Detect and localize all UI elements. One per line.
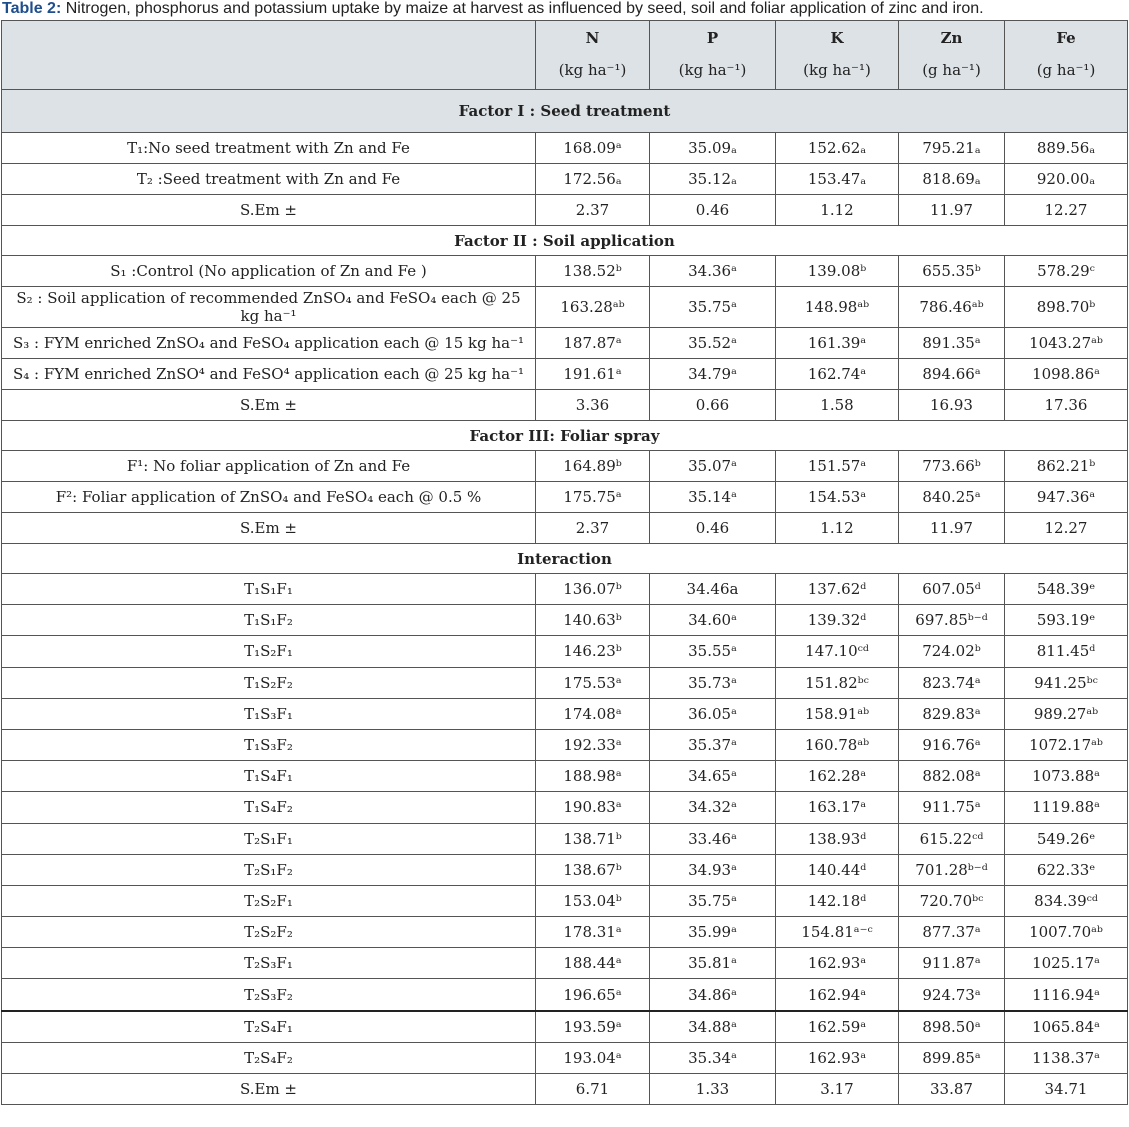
value-cell: 1072.17ᵃᵇ: [1005, 729, 1128, 760]
row-label: T₁S₁F₁: [2, 574, 536, 605]
row-label: T₁S₄F₂: [2, 792, 536, 823]
value-cell: 924.73ᵃ: [899, 979, 1005, 1011]
caption-label: Table 2:: [2, 0, 62, 17]
table-row: [2, 854, 1128, 885]
value-cell: 655.35ᵇ: [899, 256, 1005, 287]
section-interaction: Interaction: [2, 544, 1128, 574]
value-cell: 882.08ᵃ: [899, 761, 1005, 792]
value-cell: 35.07ᵃ: [650, 451, 776, 482]
row-label: T₂S₄F₁: [2, 1011, 536, 1043]
value-cell: 168.09ᵃ: [536, 133, 650, 164]
row-label: T₂S₄F₂: [2, 1042, 536, 1073]
row-label: S₂ : Soil application of recommended ZnSO₄ and FeSO₄ each @ 25 kg ha⁻¹: [2, 287, 536, 328]
value-cell: 158.91ᵃᵇ: [776, 698, 899, 729]
table-row: [2, 1011, 1128, 1043]
value-cell: 154.53ᵃ: [776, 482, 899, 513]
value-cell: 162.93ᵃ: [776, 948, 899, 979]
value-cell: 891.35ᵃ: [899, 328, 1005, 359]
table-row: [2, 979, 1128, 1011]
table-row: [2, 482, 1128, 513]
uptake-table: [1, 20, 1128, 1105]
table-caption: [2, 0, 1127, 20]
value-cell: 163.28ᵃᵇ: [536, 287, 650, 328]
table-row: [2, 1042, 1128, 1073]
value-cell: 6.71: [536, 1074, 650, 1105]
value-cell: 140.44ᵈ: [776, 854, 899, 885]
value-cell: 0.46: [650, 195, 776, 226]
value-cell: 140.63ᵇ: [536, 605, 650, 636]
value-cell: 899.85ᵃ: [899, 1042, 1005, 1073]
value-cell: 818.69ₐ: [899, 164, 1005, 195]
section-seed: Factor I : Seed treatment: [2, 90, 1128, 133]
table-row: [2, 513, 1128, 544]
table-row: [2, 287, 1128, 328]
table-row: [2, 917, 1128, 948]
value-cell: 174.08ᵃ: [536, 698, 650, 729]
header-blank: [2, 21, 536, 90]
table-row: [2, 1074, 1128, 1105]
value-cell: 191.61ᵃ: [536, 359, 650, 390]
value-cell: 138.93ᵈ: [776, 823, 899, 854]
row-label: T₁S₄F₁: [2, 761, 536, 792]
row-label: S.Em ±: [2, 1074, 536, 1105]
value-cell: 162.93ᵃ: [776, 1042, 899, 1073]
row-label: S₄ : FYM enriched ZnSO⁴ and FeSO⁴ application each @ 25 kg ha⁻¹: [2, 359, 536, 390]
table-row: [2, 667, 1128, 698]
value-cell: 138.71ᵇ: [536, 823, 650, 854]
section-foliar: Factor III: Foliar spray: [2, 421, 1128, 451]
value-cell: 36.05ᵃ: [650, 698, 776, 729]
table-row: [2, 256, 1128, 287]
value-cell: 142.18ᵈ: [776, 885, 899, 916]
value-cell: 193.59ᵃ: [536, 1011, 650, 1043]
header-k: K (kg ha⁻¹): [776, 21, 899, 90]
value-cell: 3.36: [536, 390, 650, 421]
value-cell: 17.36: [1005, 390, 1128, 421]
value-cell: 164.89ᵇ: [536, 451, 650, 482]
value-cell: 139.32ᵈ: [776, 605, 899, 636]
value-cell: 35.99ᵃ: [650, 917, 776, 948]
value-cell: 172.56ₐ: [536, 164, 650, 195]
row-label: S₁ :Control (No application of Zn and Fe ): [2, 256, 536, 287]
row-label: F²: Foliar application of ZnSO₄ and FeSO₄ each @ 0.5 %: [2, 482, 536, 513]
value-cell: 11.97: [899, 195, 1005, 226]
table-row: [2, 390, 1128, 421]
value-cell: 162.59ᵃ: [776, 1011, 899, 1043]
value-cell: 35.14ᵃ: [650, 482, 776, 513]
value-cell: 196.65ᵃ: [536, 979, 650, 1011]
value-cell: 34.60ᵃ: [650, 605, 776, 636]
value-cell: 1098.86ᵃ: [1005, 359, 1128, 390]
value-cell: 916.76ᵃ: [899, 729, 1005, 760]
value-cell: 153.04ᵇ: [536, 885, 650, 916]
table-row: [2, 359, 1128, 390]
value-cell: 1007.70ᵃᵇ: [1005, 917, 1128, 948]
value-cell: 911.75ᵃ: [899, 792, 1005, 823]
value-cell: 175.75ᵃ: [536, 482, 650, 513]
row-label: T₁S₂F₂: [2, 667, 536, 698]
row-label: T₁S₁F₂: [2, 605, 536, 636]
value-cell: 0.46: [650, 513, 776, 544]
value-cell: 989.27ᵃᵇ: [1005, 698, 1128, 729]
value-cell: 34.86ᵃ: [650, 979, 776, 1011]
value-cell: 152.62ₐ: [776, 133, 899, 164]
row-label: T₂S₃F₂: [2, 979, 536, 1011]
header-n: N (kg ha⁻¹): [536, 21, 650, 90]
value-cell: 829.83ᵃ: [899, 698, 1005, 729]
value-cell: 34.65ᵃ: [650, 761, 776, 792]
value-cell: 153.47ₐ: [776, 164, 899, 195]
value-cell: 1116.94ᵃ: [1005, 979, 1128, 1011]
value-cell: 35.12ₐ: [650, 164, 776, 195]
header-fe: Fe (g ha⁻¹): [1005, 21, 1128, 90]
value-cell: 724.02ᵇ: [899, 636, 1005, 667]
value-cell: 840.25ᵃ: [899, 482, 1005, 513]
value-cell: 11.97: [899, 513, 1005, 544]
value-cell: 1073.88ᵃ: [1005, 761, 1128, 792]
value-cell: 178.31ᵃ: [536, 917, 650, 948]
row-label: T₂S₂F₂: [2, 917, 536, 948]
value-cell: 720.70ᵇᶜ: [899, 885, 1005, 916]
caption-text: Nitrogen, phosphorus and potassium uptake by maize at harvest as influenced by seed, soil and foliar application of zinc and iron.: [65, 0, 984, 17]
value-cell: 898.50ᵃ: [899, 1011, 1005, 1043]
value-cell: 147.10ᶜᵈ: [776, 636, 899, 667]
value-cell: 1025.17ᵃ: [1005, 948, 1128, 979]
value-cell: 33.87: [899, 1074, 1005, 1105]
table-row: [2, 328, 1128, 359]
value-cell: 607.05ᵈ: [899, 574, 1005, 605]
row-label: T₂S₁F₁: [2, 823, 536, 854]
value-cell: 811.45ᵈ: [1005, 636, 1128, 667]
value-cell: 162.28ᵃ: [776, 761, 899, 792]
value-cell: 1.12: [776, 195, 899, 226]
header-zn: Zn (g ha⁻¹): [899, 21, 1005, 90]
value-cell: 1.33: [650, 1074, 776, 1105]
value-cell: 163.17ᵃ: [776, 792, 899, 823]
value-cell: 35.73ᵃ: [650, 667, 776, 698]
row-label: F¹: No foliar application of Zn and Fe: [2, 451, 536, 482]
value-cell: 138.52ᵇ: [536, 256, 650, 287]
value-cell: 34.93ᵃ: [650, 854, 776, 885]
value-cell: 34.36ᵃ: [650, 256, 776, 287]
value-cell: 3.17: [776, 1074, 899, 1105]
value-cell: 137.62ᵈ: [776, 574, 899, 605]
value-cell: 12.27: [1005, 513, 1128, 544]
value-cell: 549.26ᵉ: [1005, 823, 1128, 854]
value-cell: 947.36ᵃ: [1005, 482, 1128, 513]
value-cell: 139.08ᵇ: [776, 256, 899, 287]
value-cell: 192.33ᵃ: [536, 729, 650, 760]
value-cell: 622.33ᵉ: [1005, 854, 1128, 885]
table-row: [2, 164, 1128, 195]
row-label: S.Em ±: [2, 390, 536, 421]
value-cell: 151.82ᵇᶜ: [776, 667, 899, 698]
value-cell: 795.21ₐ: [899, 133, 1005, 164]
table-row: [2, 195, 1128, 226]
value-cell: 148.98ᵃᵇ: [776, 287, 899, 328]
row-label: T₁S₃F₁: [2, 698, 536, 729]
value-cell: 34.46a: [650, 574, 776, 605]
value-cell: 941.25ᵇᶜ: [1005, 667, 1128, 698]
value-cell: 34.32ᵃ: [650, 792, 776, 823]
value-cell: 1.58: [776, 390, 899, 421]
table-row: [2, 574, 1128, 605]
row-label: T₁:No seed treatment with Zn and Fe: [2, 133, 536, 164]
value-cell: 154.81ᵃ⁻ᶜ: [776, 917, 899, 948]
value-cell: 151.57ᵃ: [776, 451, 899, 482]
table-row: [2, 729, 1128, 760]
value-cell: 862.21ᵇ: [1005, 451, 1128, 482]
value-cell: 2.37: [536, 513, 650, 544]
value-cell: 175.53ᵃ: [536, 667, 650, 698]
row-label: S.Em ±: [2, 195, 536, 226]
value-cell: 190.83ᵃ: [536, 792, 650, 823]
value-cell: 161.39ᵃ: [776, 328, 899, 359]
value-cell: 16.93: [899, 390, 1005, 421]
value-cell: 34.79ᵃ: [650, 359, 776, 390]
table-row: [2, 948, 1128, 979]
table-row: [2, 823, 1128, 854]
value-cell: 146.23ᵇ: [536, 636, 650, 667]
value-cell: 188.44ᵃ: [536, 948, 650, 979]
row-label: T₁S₃F₂: [2, 729, 536, 760]
value-cell: 136.07ᵇ: [536, 574, 650, 605]
table-row: [2, 636, 1128, 667]
value-cell: 578.29ᶜ: [1005, 256, 1128, 287]
table-row: [2, 761, 1128, 792]
value-cell: 773.66ᵇ: [899, 451, 1005, 482]
value-cell: 162.74ᵃ: [776, 359, 899, 390]
value-cell: 1.12: [776, 513, 899, 544]
value-cell: 34.88ᵃ: [650, 1011, 776, 1043]
table-row: [2, 792, 1128, 823]
value-cell: 35.34ᵃ: [650, 1042, 776, 1073]
table-row: [2, 698, 1128, 729]
row-label: S₃ : FYM enriched ZnSO₄ and FeSO₄ application each @ 15 kg ha⁻¹: [2, 328, 536, 359]
value-cell: 823.74ᵃ: [899, 667, 1005, 698]
value-cell: 162.94ᵃ: [776, 979, 899, 1011]
value-cell: 35.75ᵃ: [650, 287, 776, 328]
value-cell: 160.78ᵃᵇ: [776, 729, 899, 760]
value-cell: 33.46ᵃ: [650, 823, 776, 854]
value-cell: 35.81ᵃ: [650, 948, 776, 979]
row-label: T₁S₂F₁: [2, 636, 536, 667]
value-cell: 615.22ᶜᵈ: [899, 823, 1005, 854]
value-cell: 1043.27ᵃᵇ: [1005, 328, 1128, 359]
row-label: T₂S₂F₁: [2, 885, 536, 916]
value-cell: 35.52ᵃ: [650, 328, 776, 359]
value-cell: 593.19ᵉ: [1005, 605, 1128, 636]
value-cell: 920.00ₐ: [1005, 164, 1128, 195]
value-cell: 35.55ᵃ: [650, 636, 776, 667]
value-cell: 898.70ᵇ: [1005, 287, 1128, 328]
value-cell: 35.37ᵃ: [650, 729, 776, 760]
row-label: T₂S₃F₁: [2, 948, 536, 979]
value-cell: 834.39ᶜᵈ: [1005, 885, 1128, 916]
header-row: [2, 21, 1128, 90]
value-cell: 877.37ᵃ: [899, 917, 1005, 948]
value-cell: 1119.88ᵃ: [1005, 792, 1128, 823]
value-cell: 187.87ᵃ: [536, 328, 650, 359]
value-cell: 188.98ᵃ: [536, 761, 650, 792]
value-cell: 138.67ᵇ: [536, 854, 650, 885]
value-cell: 786.46ᵃᵇ: [899, 287, 1005, 328]
value-cell: 35.75ᵃ: [650, 885, 776, 916]
value-cell: 701.28ᵇ⁻ᵈ: [899, 854, 1005, 885]
header-p: P (kg ha⁻¹): [650, 21, 776, 90]
value-cell: 1138.37ᵃ: [1005, 1042, 1128, 1073]
section-soil: Factor II : Soil application: [2, 226, 1128, 256]
table-row: [2, 133, 1128, 164]
value-cell: 697.85ᵇ⁻ᵈ: [899, 605, 1005, 636]
table-row: [2, 885, 1128, 916]
table-row: [2, 605, 1128, 636]
value-cell: 889.56ₐ: [1005, 133, 1128, 164]
value-cell: 894.66ᵃ: [899, 359, 1005, 390]
row-label: S.Em ±: [2, 513, 536, 544]
row-label: T₂ :Seed treatment with Zn and Fe: [2, 164, 536, 195]
value-cell: 12.27: [1005, 195, 1128, 226]
value-cell: 548.39ᵉ: [1005, 574, 1128, 605]
value-cell: 0.66: [650, 390, 776, 421]
value-cell: 1065.84ᵃ: [1005, 1011, 1128, 1043]
value-cell: 35.09ₐ: [650, 133, 776, 164]
value-cell: 911.87ᵃ: [899, 948, 1005, 979]
value-cell: 34.71: [1005, 1074, 1128, 1105]
row-label: T₂S₁F₂: [2, 854, 536, 885]
value-cell: 193.04ᵃ: [536, 1042, 650, 1073]
table-row: [2, 451, 1128, 482]
value-cell: 2.37: [536, 195, 650, 226]
